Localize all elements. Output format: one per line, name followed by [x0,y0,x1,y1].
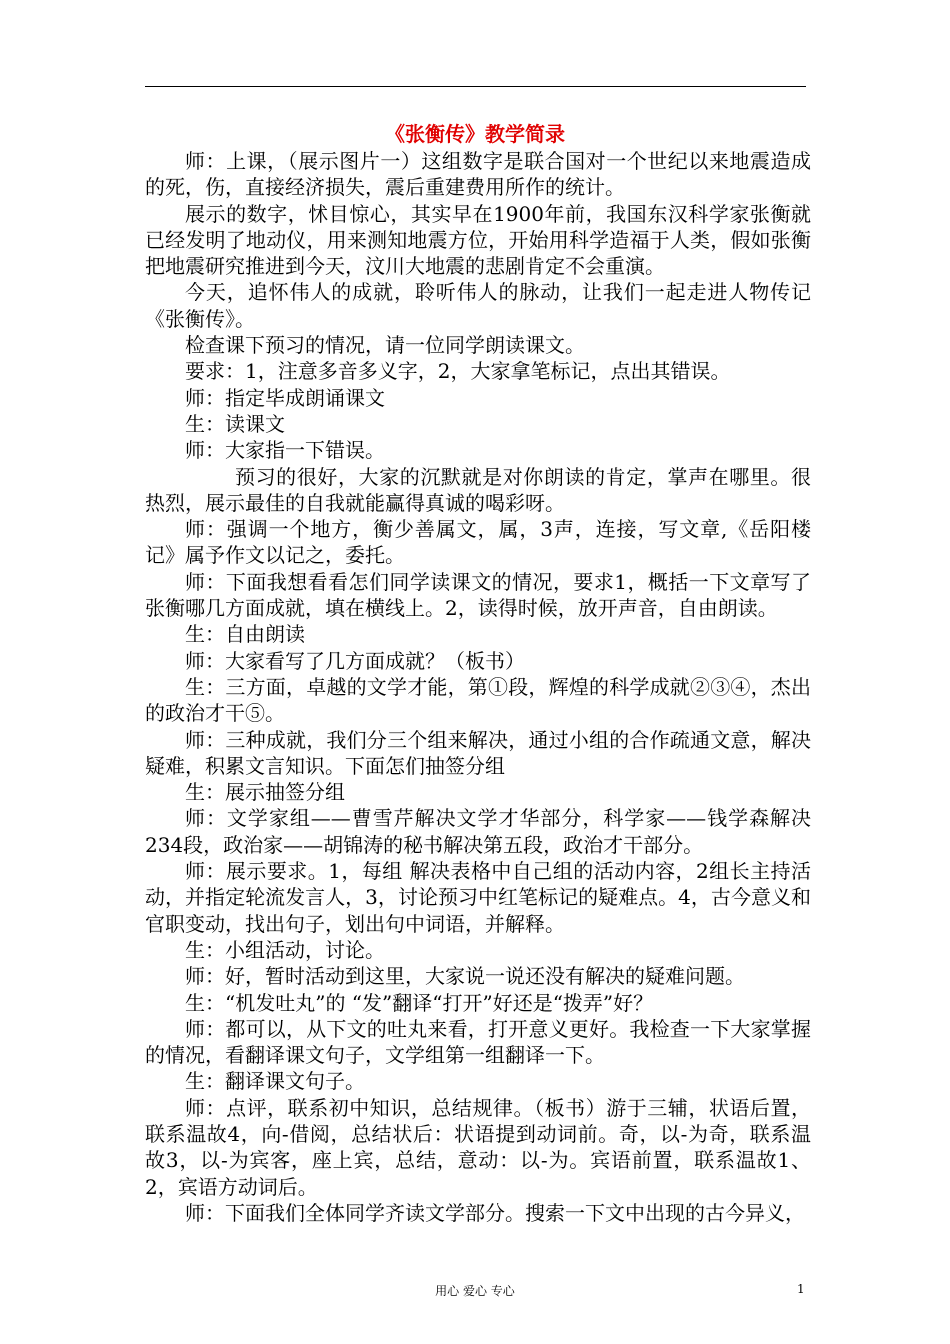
paragraph: 生：读课文 [185,411,285,436]
paragraph: 生：“机发吐丸”的 “发”翻译“打开”好还是“拨弄”好？ [185,990,654,1015]
paragraph: 师：都可以，从下文的吐丸来看，打开意义更好。我检查一下大家掌握的情况，看翻译课文句子，文学组第一组翻译一下。 [145,1016,811,1068]
paragraph: 生：自由朗读 [185,622,305,647]
paragraph: 师：文学家组——曹雪芹解决文学才华部分，科学家——钱学森解决234段，政治家——胡锦涛的秘书解决第五段，政治才干部分。 [145,806,811,857]
paragraph: 生：展示抽签分组 [185,780,345,805]
paragraph: 师：下面我们全体同学齐读文学部分。搜索一下文中出现的古今异义， [185,1200,805,1225]
paragraph: 师：好，暂时活动到这里，大家说一说还没有解决的疑难问题。 [185,964,745,989]
paragraph: 师：大家看写了几方面成就？（板书） [185,648,525,673]
paragraph: 检查课下预习的情况，请一位同学朗读课文。 [185,333,585,358]
paragraph: 今天，追怀伟人的成就，聆听伟人的脉动，让我们一起走进人物传记《张衡传》。 [145,280,811,331]
paragraph: 生：翻译课文句子。 [185,1069,365,1094]
header-rule [145,86,806,87]
document-title: 《张衡传》教学简录 [385,122,565,146]
paragraph: 预习的很好，大家的沉默就是对你朗读的肯定，掌声在哪里。很热烈，展示最佳的自我就能赢得真诚的喝彩呀。 [145,464,811,515]
paragraph: 展示的数字，怵目惊心，其实早在1900年前，我国东汉科学家张衡就已经发明了地动仪，用来测知地震方位，开始用科学造福于人类，假如张衡把地震研究推进到今天，汶川大地震的悲剧肯定不会重演。 [145,201,811,279]
paragraph: 师：点评，联系初中知识，总结规律。（板书）游于三辅，状语后置，联系温故4，向-借阅，总结状后：状语提到动词前。奇，以-为奇，联系温故3，以-为宾客，座上宾，总结，意动：以-为。宾语前置，联系温故1、2，宾语方动词后。 [145,1095,811,1199]
paragraph: 生：小组活动，讨论。 [185,937,385,962]
paragraph: 师：下面我想看看怎们同学读课文的情况，要求1，概括一下文章写了张衡哪几方面成就，填在横线上。2，读得时候，放开声音，自由朗读。 [145,569,811,621]
paragraph: 师：三种成就，我们分三个组来解决，通过小组的合作疏通文意，解决疑难，积累文言知识。下面怎们抽签分组 [145,727,811,778]
paragraph: 生：三方面，卓越的文学才能，第①段，辉煌的科学成就②③④，杰出的政治才干⑤。 [145,674,811,726]
paragraph: 师：展示要求。1，每组 解决表格中自己组的活动内容，2组长主持活动，并指定轮流发言人，3，讨论预习中红笔标记的疑难点。4，古今意义和官职变动，找出句子，划出句中词语，并解释。 [145,859,811,936]
paragraph: 要求：1，注意多音多义字，2，大家拿笔标记，点出其错误。 [185,359,731,384]
paragraph: 师：上课，（展示图片一）这组数字是联合国对一个世纪以来地震造成的死，伤，直接经济损失，震后重建费用所作的统计。 [145,149,811,200]
document-body [145,148,811,1226]
page-number: 1 [797,1282,805,1296]
paragraph: 师：大家指一下错误。 [185,438,385,463]
paragraph: 师：强调一个地方，衡少善属文，属，3声，连接，写文章,《岳阳楼记》属予作文以记之，委托。 [145,517,811,568]
paragraph: 师：指定毕成朗诵课文 [185,385,385,410]
page-footer: 用心 爱心 专心 [435,1284,515,1298]
